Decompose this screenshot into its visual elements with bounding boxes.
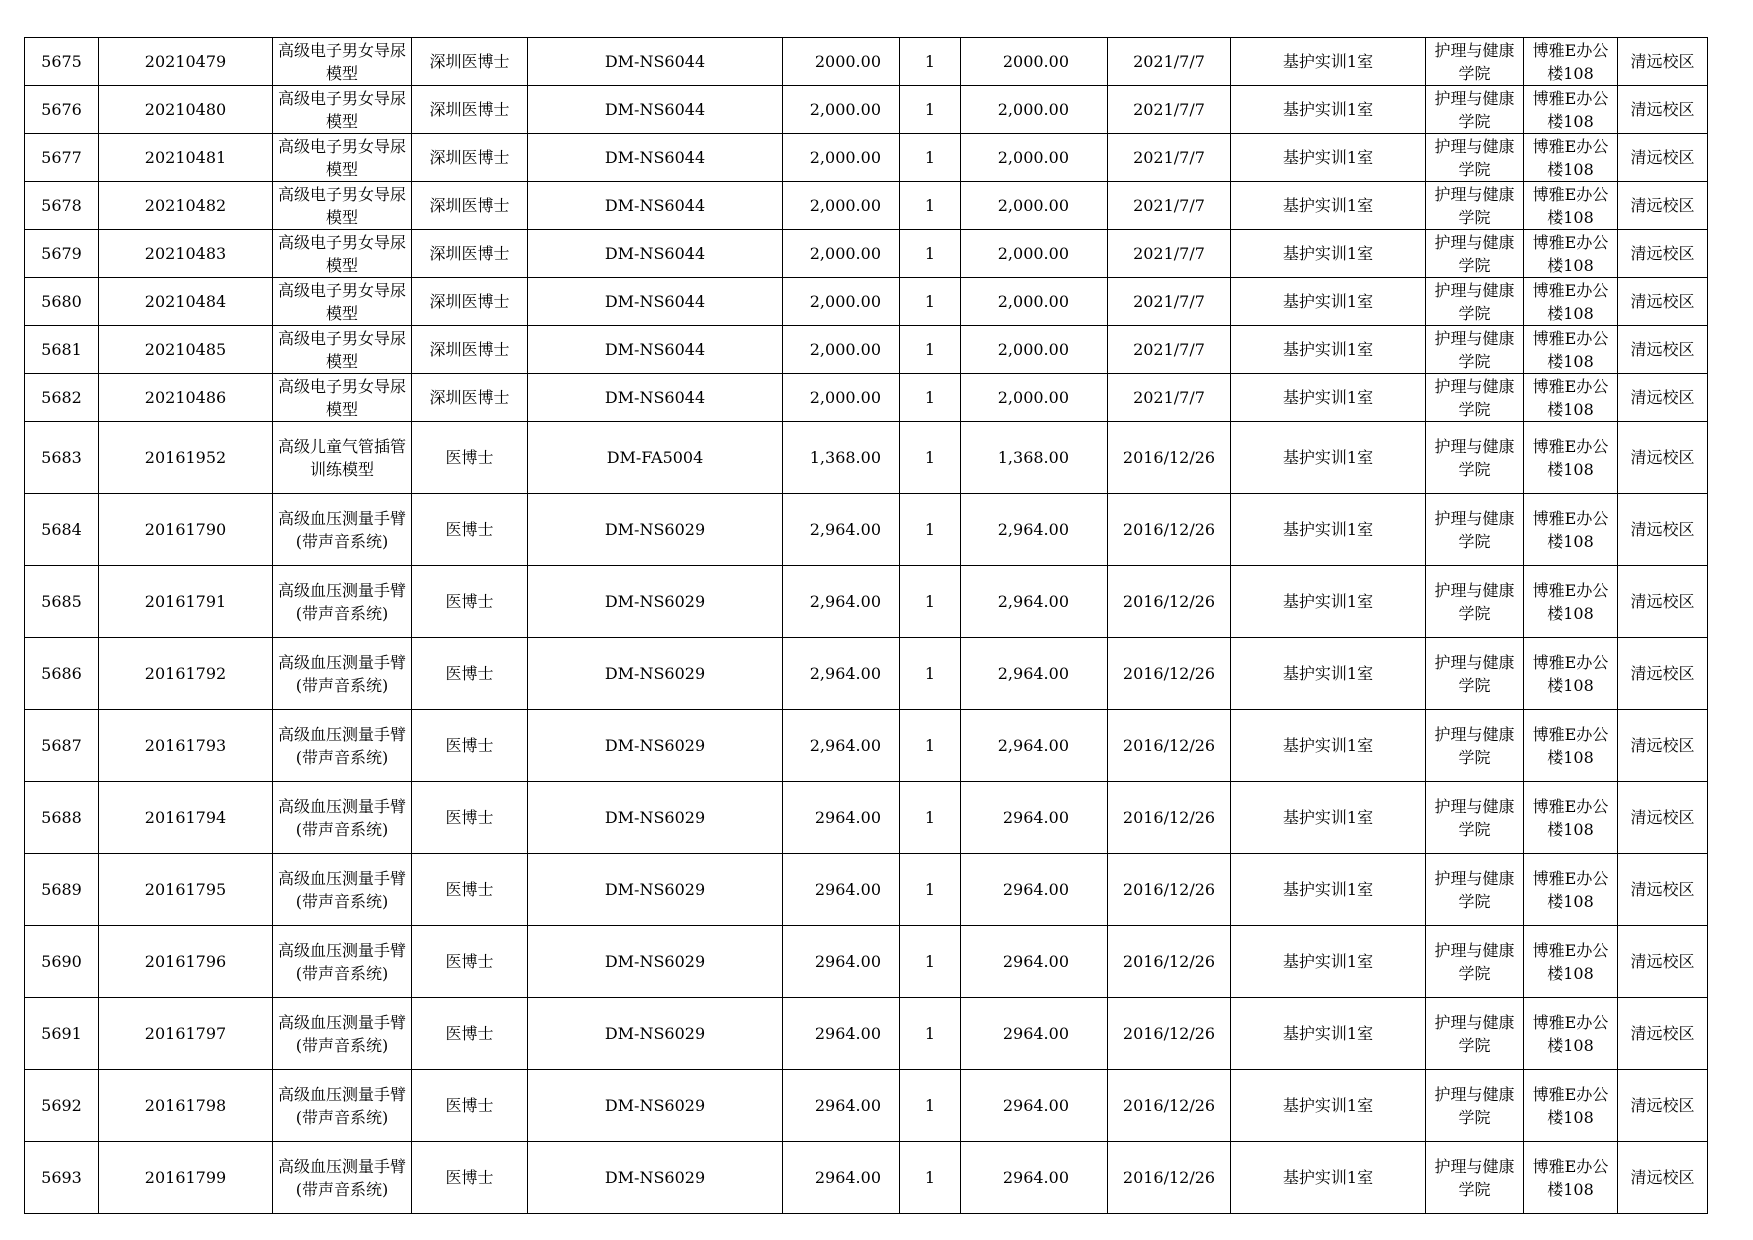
cell-unit-price: 2964.00 [783, 998, 900, 1070]
cell-department: 护理与健康学院 [1426, 38, 1524, 86]
cell-seq: 5693 [25, 1142, 99, 1214]
cell-purchase-date: 2016/12/26 [1108, 926, 1231, 998]
table-row [25, 782, 1708, 854]
cell-asset-no: 20210484 [99, 278, 273, 326]
cell-purchase-date: 2021/7/7 [1108, 134, 1231, 182]
cell-location: 基护实训1室 [1231, 638, 1426, 710]
cell-quantity: 1 [900, 38, 961, 86]
cell-seq: 5680 [25, 278, 99, 326]
cell-maker: 医博士 [412, 782, 528, 854]
cell-model: DM-NS6044 [528, 326, 783, 374]
table-row [25, 566, 1708, 638]
cell-seq: 5675 [25, 38, 99, 86]
cell-asset-no: 20161799 [99, 1142, 273, 1214]
cell-amount: 2964.00 [961, 1070, 1108, 1142]
cell-purchase-date: 2016/12/26 [1108, 782, 1231, 854]
cell-maker: 医博士 [412, 422, 528, 494]
cell-campus: 清远校区 [1618, 494, 1708, 566]
cell-seq: 5685 [25, 566, 99, 638]
table-row [25, 230, 1708, 278]
cell-maker: 医博士 [412, 494, 528, 566]
cell-asset-no: 20161798 [99, 1070, 273, 1142]
cell-seq: 5689 [25, 854, 99, 926]
cell-amount: 2964.00 [961, 1142, 1108, 1214]
cell-seq: 5683 [25, 422, 99, 494]
cell-maker: 医博士 [412, 638, 528, 710]
cell-maker: 深圳医博士 [412, 374, 528, 422]
table-row [25, 494, 1708, 566]
cell-model: DM-NS6044 [528, 278, 783, 326]
cell-purchase-date: 2016/12/26 [1108, 1070, 1231, 1142]
cell-quantity: 1 [900, 230, 961, 278]
table-row [25, 278, 1708, 326]
cell-seq: 5692 [25, 1070, 99, 1142]
cell-asset-name: 高级电子男女导尿模型 [273, 182, 412, 230]
cell-unit-price: 2,000.00 [783, 182, 900, 230]
cell-purchase-date: 2016/12/26 [1108, 710, 1231, 782]
cell-amount: 2,000.00 [961, 230, 1108, 278]
cell-model: DM-NS6044 [528, 86, 783, 134]
cell-quantity: 1 [900, 182, 961, 230]
cell-model: DM-NS6029 [528, 1070, 783, 1142]
cell-location: 基护实训1室 [1231, 1142, 1426, 1214]
cell-office: 博雅E办公楼108 [1524, 278, 1618, 326]
cell-unit-price: 2,964.00 [783, 494, 900, 566]
cell-asset-no: 20210482 [99, 182, 273, 230]
table-row [25, 182, 1708, 230]
cell-department: 护理与健康学院 [1426, 422, 1524, 494]
cell-campus: 清远校区 [1618, 374, 1708, 422]
table-row [25, 854, 1708, 926]
cell-quantity: 1 [900, 710, 961, 782]
cell-asset-no: 20161790 [99, 494, 273, 566]
cell-purchase-date: 2021/7/7 [1108, 38, 1231, 86]
cell-campus: 清远校区 [1618, 230, 1708, 278]
cell-campus: 清远校区 [1618, 278, 1708, 326]
cell-amount: 2964.00 [961, 926, 1108, 998]
cell-purchase-date: 2016/12/26 [1108, 494, 1231, 566]
cell-amount: 2,000.00 [961, 86, 1108, 134]
cell-purchase-date: 2021/7/7 [1108, 182, 1231, 230]
cell-maker: 深圳医博士 [412, 134, 528, 182]
cell-unit-price: 2,000.00 [783, 230, 900, 278]
cell-department: 护理与健康学院 [1426, 278, 1524, 326]
cell-unit-price: 2,000.00 [783, 326, 900, 374]
cell-location: 基护实训1室 [1231, 998, 1426, 1070]
table-row [25, 422, 1708, 494]
cell-quantity: 1 [900, 854, 961, 926]
cell-department: 护理与健康学院 [1426, 1070, 1524, 1142]
cell-quantity: 1 [900, 566, 961, 638]
cell-asset-name: 高级血压测量手臂(带声音系统) [273, 854, 412, 926]
cell-amount: 2,964.00 [961, 638, 1108, 710]
cell-quantity: 1 [900, 638, 961, 710]
cell-seq: 5678 [25, 182, 99, 230]
cell-asset-name: 高级血压测量手臂(带声音系统) [273, 566, 412, 638]
cell-asset-no: 20210483 [99, 230, 273, 278]
cell-office: 博雅E办公楼108 [1524, 494, 1618, 566]
cell-campus: 清远校区 [1618, 854, 1708, 926]
cell-amount: 2,964.00 [961, 494, 1108, 566]
cell-model: DM-NS6029 [528, 566, 783, 638]
cell-asset-name: 高级电子男女导尿模型 [273, 374, 412, 422]
table-row [25, 1070, 1708, 1142]
cell-campus: 清远校区 [1618, 1070, 1708, 1142]
cell-maker: 深圳医博士 [412, 278, 528, 326]
cell-asset-name: 高级血压测量手臂(带声音系统) [273, 782, 412, 854]
cell-office: 博雅E办公楼108 [1524, 566, 1618, 638]
cell-asset-no: 20210481 [99, 134, 273, 182]
cell-office: 博雅E办公楼108 [1524, 638, 1618, 710]
cell-purchase-date: 2021/7/7 [1108, 230, 1231, 278]
cell-asset-no: 20210479 [99, 38, 273, 86]
cell-purchase-date: 2021/7/7 [1108, 278, 1231, 326]
cell-quantity: 1 [900, 278, 961, 326]
cell-department: 护理与健康学院 [1426, 134, 1524, 182]
cell-seq: 5684 [25, 494, 99, 566]
cell-unit-price: 2,000.00 [783, 86, 900, 134]
cell-model: DM-NS6029 [528, 854, 783, 926]
cell-office: 博雅E办公楼108 [1524, 182, 1618, 230]
cell-model: DM-NS6029 [528, 782, 783, 854]
cell-amount: 2964.00 [961, 782, 1108, 854]
cell-maker: 医博士 [412, 998, 528, 1070]
cell-asset-no: 20210485 [99, 326, 273, 374]
cell-maker: 医博士 [412, 854, 528, 926]
cell-office: 博雅E办公楼108 [1524, 1070, 1618, 1142]
cell-model: DM-NS6029 [528, 1142, 783, 1214]
table-row [25, 374, 1708, 422]
cell-maker: 深圳医博士 [412, 326, 528, 374]
cell-asset-no: 20161793 [99, 710, 273, 782]
cell-seq: 5691 [25, 998, 99, 1070]
cell-office: 博雅E办公楼108 [1524, 86, 1618, 134]
cell-department: 护理与健康学院 [1426, 1142, 1524, 1214]
cell-purchase-date: 2016/12/26 [1108, 1142, 1231, 1214]
cell-purchase-date: 2016/12/26 [1108, 422, 1231, 494]
cell-location: 基护实训1室 [1231, 134, 1426, 182]
cell-model: DM-NS6044 [528, 38, 783, 86]
cell-campus: 清远校区 [1618, 782, 1708, 854]
asset-table [24, 37, 1708, 1214]
cell-amount: 2000.00 [961, 38, 1108, 86]
cell-campus: 清远校区 [1618, 86, 1708, 134]
cell-department: 护理与健康学院 [1426, 494, 1524, 566]
cell-department: 护理与健康学院 [1426, 374, 1524, 422]
table-row [25, 926, 1708, 998]
table-row [25, 710, 1708, 782]
cell-unit-price: 2,964.00 [783, 638, 900, 710]
cell-department: 护理与健康学院 [1426, 86, 1524, 134]
cell-asset-name: 高级血压测量手臂(带声音系统) [273, 638, 412, 710]
cell-department: 护理与健康学院 [1426, 710, 1524, 782]
cell-quantity: 1 [900, 86, 961, 134]
cell-location: 基护实训1室 [1231, 326, 1426, 374]
cell-asset-name: 高级血压测量手臂(带声音系统) [273, 998, 412, 1070]
cell-unit-price: 2,964.00 [783, 566, 900, 638]
cell-office: 博雅E办公楼108 [1524, 326, 1618, 374]
cell-amount: 2,000.00 [961, 182, 1108, 230]
cell-location: 基护实训1室 [1231, 566, 1426, 638]
cell-quantity: 1 [900, 782, 961, 854]
cell-campus: 清远校区 [1618, 926, 1708, 998]
cell-department: 护理与健康学院 [1426, 998, 1524, 1070]
cell-purchase-date: 2021/7/7 [1108, 326, 1231, 374]
cell-asset-name: 高级电子男女导尿模型 [273, 38, 412, 86]
cell-amount: 2,964.00 [961, 710, 1108, 782]
table-row [25, 998, 1708, 1070]
cell-quantity: 1 [900, 998, 961, 1070]
cell-location: 基护实训1室 [1231, 494, 1426, 566]
cell-amount: 2,964.00 [961, 566, 1108, 638]
table-row [25, 134, 1708, 182]
cell-asset-name: 高级血压测量手臂(带声音系统) [273, 926, 412, 998]
cell-campus: 清远校区 [1618, 710, 1708, 782]
cell-office: 博雅E办公楼108 [1524, 854, 1618, 926]
cell-unit-price: 2964.00 [783, 782, 900, 854]
cell-quantity: 1 [900, 134, 961, 182]
cell-model: DM-NS6044 [528, 134, 783, 182]
cell-location: 基护实训1室 [1231, 374, 1426, 422]
cell-office: 博雅E办公楼108 [1524, 374, 1618, 422]
cell-amount: 2964.00 [961, 854, 1108, 926]
cell-location: 基护实训1室 [1231, 422, 1426, 494]
cell-department: 护理与健康学院 [1426, 854, 1524, 926]
cell-asset-no: 20161797 [99, 998, 273, 1070]
cell-campus: 清远校区 [1618, 1142, 1708, 1214]
cell-quantity: 1 [900, 326, 961, 374]
cell-amount: 2,000.00 [961, 134, 1108, 182]
table-body [25, 38, 1708, 1214]
cell-location: 基护实训1室 [1231, 782, 1426, 854]
table-row [25, 86, 1708, 134]
cell-office: 博雅E办公楼108 [1524, 422, 1618, 494]
cell-model: DM-NS6029 [528, 638, 783, 710]
cell-amount: 2,000.00 [961, 374, 1108, 422]
cell-purchase-date: 2016/12/26 [1108, 638, 1231, 710]
cell-asset-no: 20161795 [99, 854, 273, 926]
cell-model: DM-NS6044 [528, 374, 783, 422]
cell-office: 博雅E办公楼108 [1524, 230, 1618, 278]
cell-amount: 1,368.00 [961, 422, 1108, 494]
cell-asset-no: 20161796 [99, 926, 273, 998]
cell-seq: 5682 [25, 374, 99, 422]
cell-model: DM-NS6044 [528, 182, 783, 230]
cell-maker: 深圳医博士 [412, 86, 528, 134]
cell-campus: 清远校区 [1618, 38, 1708, 86]
cell-model: DM-NS6029 [528, 710, 783, 782]
cell-maker: 深圳医博士 [412, 230, 528, 278]
cell-amount: 2,000.00 [961, 278, 1108, 326]
cell-asset-name: 高级血压测量手臂(带声音系统) [273, 710, 412, 782]
cell-location: 基护实训1室 [1231, 854, 1426, 926]
cell-asset-name: 高级电子男女导尿模型 [273, 86, 412, 134]
cell-office: 博雅E办公楼108 [1524, 926, 1618, 998]
cell-location: 基护实训1室 [1231, 182, 1426, 230]
cell-unit-price: 2,000.00 [783, 278, 900, 326]
cell-asset-name: 高级血压测量手臂(带声音系统) [273, 1142, 412, 1214]
cell-unit-price: 2964.00 [783, 1142, 900, 1214]
cell-seq: 5690 [25, 926, 99, 998]
cell-location: 基护实训1室 [1231, 926, 1426, 998]
cell-maker: 医博士 [412, 710, 528, 782]
cell-office: 博雅E办公楼108 [1524, 134, 1618, 182]
cell-campus: 清远校区 [1618, 182, 1708, 230]
cell-office: 博雅E办公楼108 [1524, 1142, 1618, 1214]
cell-quantity: 1 [900, 422, 961, 494]
cell-asset-name: 高级电子男女导尿模型 [273, 230, 412, 278]
cell-office: 博雅E办公楼108 [1524, 38, 1618, 86]
cell-office: 博雅E办公楼108 [1524, 710, 1618, 782]
cell-asset-no: 20210480 [99, 86, 273, 134]
cell-purchase-date: 2021/7/7 [1108, 86, 1231, 134]
cell-quantity: 1 [900, 926, 961, 998]
cell-maker: 深圳医博士 [412, 182, 528, 230]
cell-unit-price: 2,964.00 [783, 710, 900, 782]
cell-office: 博雅E办公楼108 [1524, 782, 1618, 854]
cell-model: DM-NS6029 [528, 926, 783, 998]
cell-office: 博雅E办公楼108 [1524, 998, 1618, 1070]
cell-unit-price: 1,368.00 [783, 422, 900, 494]
cell-purchase-date: 2016/12/26 [1108, 998, 1231, 1070]
cell-amount: 2964.00 [961, 998, 1108, 1070]
cell-department: 护理与健康学院 [1426, 782, 1524, 854]
cell-asset-no: 20161952 [99, 422, 273, 494]
cell-seq: 5688 [25, 782, 99, 854]
cell-seq: 5681 [25, 326, 99, 374]
cell-campus: 清远校区 [1618, 566, 1708, 638]
cell-unit-price: 2964.00 [783, 854, 900, 926]
cell-asset-name: 高级电子男女导尿模型 [273, 134, 412, 182]
cell-department: 护理与健康学院 [1426, 566, 1524, 638]
cell-unit-price: 2,000.00 [783, 134, 900, 182]
cell-quantity: 1 [900, 494, 961, 566]
cell-maker: 深圳医博士 [412, 38, 528, 86]
cell-campus: 清远校区 [1618, 638, 1708, 710]
cell-purchase-date: 2016/12/26 [1108, 566, 1231, 638]
cell-seq: 5687 [25, 710, 99, 782]
cell-campus: 清远校区 [1618, 998, 1708, 1070]
cell-asset-name: 高级儿童气管插管训练模型 [273, 422, 412, 494]
cell-purchase-date: 2016/12/26 [1108, 854, 1231, 926]
cell-department: 护理与健康学院 [1426, 638, 1524, 710]
cell-maker: 医博士 [412, 1142, 528, 1214]
cell-maker: 医博士 [412, 926, 528, 998]
cell-maker: 医博士 [412, 1070, 528, 1142]
cell-seq: 5677 [25, 134, 99, 182]
cell-model: DM-FA5004 [528, 422, 783, 494]
cell-campus: 清远校区 [1618, 134, 1708, 182]
cell-asset-name: 高级电子男女导尿模型 [273, 278, 412, 326]
cell-department: 护理与健康学院 [1426, 182, 1524, 230]
cell-location: 基护实训1室 [1231, 38, 1426, 86]
cell-location: 基护实训1室 [1231, 278, 1426, 326]
cell-department: 护理与健康学院 [1426, 230, 1524, 278]
cell-location: 基护实训1室 [1231, 1070, 1426, 1142]
cell-seq: 5676 [25, 86, 99, 134]
cell-unit-price: 2964.00 [783, 1070, 900, 1142]
table-row [25, 326, 1708, 374]
cell-model: DM-NS6029 [528, 494, 783, 566]
cell-asset-no: 20210486 [99, 374, 273, 422]
cell-unit-price: 2000.00 [783, 38, 900, 86]
cell-location: 基护实训1室 [1231, 86, 1426, 134]
cell-maker: 医博士 [412, 566, 528, 638]
cell-campus: 清远校区 [1618, 326, 1708, 374]
cell-quantity: 1 [900, 374, 961, 422]
cell-location: 基护实训1室 [1231, 710, 1426, 782]
cell-unit-price: 2,000.00 [783, 374, 900, 422]
cell-asset-no: 20161792 [99, 638, 273, 710]
cell-model: DM-NS6044 [528, 230, 783, 278]
cell-asset-name: 高级血压测量手臂(带声音系统) [273, 1070, 412, 1142]
cell-purchase-date: 2021/7/7 [1108, 374, 1231, 422]
cell-campus: 清远校区 [1618, 422, 1708, 494]
cell-seq: 5686 [25, 638, 99, 710]
cell-asset-no: 20161791 [99, 566, 273, 638]
table-row [25, 38, 1708, 86]
cell-asset-name: 高级血压测量手臂(带声音系统) [273, 494, 412, 566]
cell-department: 护理与健康学院 [1426, 926, 1524, 998]
cell-location: 基护实训1室 [1231, 230, 1426, 278]
cell-model: DM-NS6029 [528, 998, 783, 1070]
cell-quantity: 1 [900, 1070, 961, 1142]
cell-department: 护理与健康学院 [1426, 326, 1524, 374]
cell-asset-name: 高级电子男女导尿模型 [273, 326, 412, 374]
table-row [25, 1142, 1708, 1214]
cell-seq: 5679 [25, 230, 99, 278]
cell-unit-price: 2964.00 [783, 926, 900, 998]
cell-asset-no: 20161794 [99, 782, 273, 854]
cell-quantity: 1 [900, 1142, 961, 1214]
cell-amount: 2,000.00 [961, 326, 1108, 374]
table-row [25, 638, 1708, 710]
